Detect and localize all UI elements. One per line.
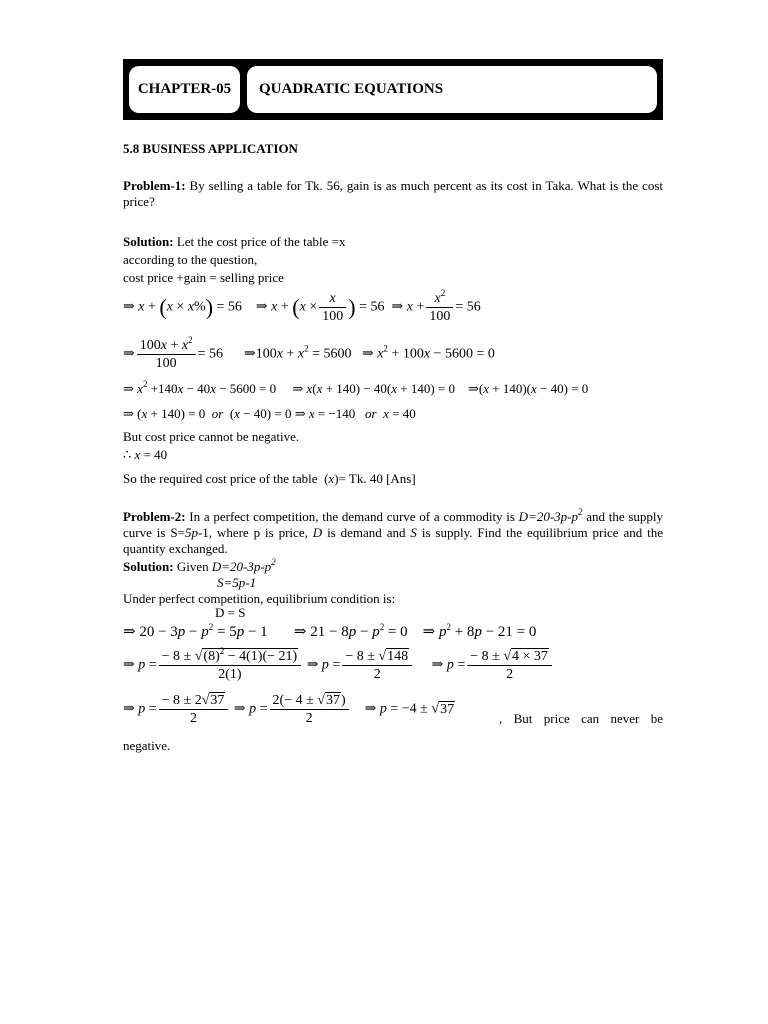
chapter-title: QUADRATIC EQUATIONS [247,66,657,113]
problem-2-label: Problem-2: [123,509,186,524]
negative-note: But cost price cannot be negative. [123,429,300,444]
answer-line-1: So the required cost price of the table (x)= Tk. 40 [Ans] [123,471,416,486]
solution-2-line: Solution: Given $D=20-3p-p^2$ [123,557,276,574]
equation-row-p1: ⇒ $20 - 3p - p^2 = 5p - 1$ ⇒ $21 - 8p - p^2 = 0$ ⇒ $p^2 + 8p - 21 = 0$ [123,622,537,640]
solution-1-line: Solution: Let the cost price of the table =x [123,234,346,249]
problem-1-text: By selling a table for Tk. 56, gain is as much percent as its cost in Taka. What is the cost price? [123,178,663,209]
solution-1-label: Solution: [123,234,174,249]
equation-row-4: ⇒ (x + 140) = 0 or (x − 40) = 0 ⇒ x = −140 or x = 40 [123,406,416,421]
chapter-banner [123,59,663,120]
solution-1-line-3: cost price +gain = selling price [123,270,284,285]
given-supply: S=5p-1 [217,575,257,590]
equation-row-1: ⇒ x + (x × x%) = 56 ⇒ x + (x × $\frac{x}{100}$ ) = 56 ⇒ x + $\frac{x^2}{100}$ = 56 [123,288,481,324]
equation-row-p3: ⇒ p = $\frac{- 8 \pm 2√37}{2}$ ⇒ p = $\frac{2(- 4 \pm √37)}{2}$ ⇒ p = −4 ± √37 [123,693,455,726]
equilibrium-condition: Under perfect competition, equilibrium condition is: [123,591,396,606]
chapter-number: CHAPTER-05 [129,66,240,113]
solution-1-line-2: according to the question, [123,252,258,267]
therefore-line: ∴ x = 40 [123,447,168,462]
equation-row-p2: ⇒ p = $\frac{- 8 \pm √(8)^2 - 4(1)(- 21)}{2(1)}$ ⇒ p = $\frac{- 8 \pm √148}{2}$ ⇒ p = $\frac{- 8 \pm √4 \times 37}{2}$ [123,648,554,683]
negative-price-note: , But price can never be negative. [123,711,663,753]
solution-2-label: Solution: [123,559,174,574]
problem-1-label: Problem-1: [123,178,186,193]
equation-row-2: ⇒ $\frac{100x + x^2}{100}$ = 56 ⇒100x + $x^2 = 5600$ ⇒ $x^2 + 100x - 5600 = 0$ [123,335,495,371]
equation-row-3: ⇒ $x^2 +140x - 40x - 5600 = 0$ ⇒ x(x + 140) − 40(x + 140) = 0 ⇒(x + 140)(x − 40) = 0 [123,379,589,396]
problem-1-statement [123,178,663,210]
section-heading: 5.8 BUSINESS APPLICATION [123,141,298,156]
d-equals-s: D = S [215,605,246,620]
problem-2-statement: Problem-2: In a perfect competition, the demand curve of a commodity is $D=20-3p-p^2$ and the supply curve is S=5p-1, where p is price, D is demand and S is supply. Find the equilibrium price and the quantity exchanged. [123,507,664,556]
